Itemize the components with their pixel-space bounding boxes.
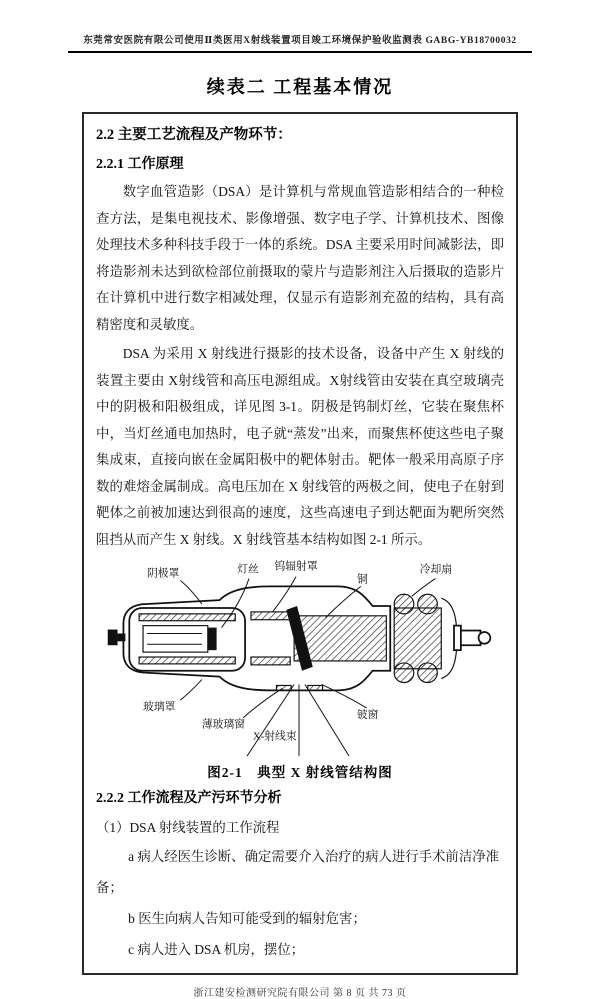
cathode-sleeve-bottom-shape (139, 657, 235, 664)
xray-beam-line (247, 684, 294, 756)
label-tungsten-shield: 钨辐射罩 (274, 560, 318, 573)
label-xray-beam: X-射线束 (252, 730, 297, 743)
xray-tube-figure (96, 555, 504, 781)
cathode-pins-shape (108, 630, 118, 646)
label-glass-cover: 玻璃罩 (143, 700, 176, 713)
window-edge-shape (276, 685, 291, 690)
tungsten-shield-bottom-shape (251, 657, 290, 665)
paragraph-dsa-principle: 数字血管造影（DSA）是计算机与常规血管造影相结合的一种检查方法，是集电视技术、影像增强、数字电子学、计算机技术、图像处理技术多种科技手段于一体的系统。DSA 主要采用时间减影法，即将造影剂未达到欲检部位前摄取的蒙片与造影剂注入后摄取的造影片在计算机中进行数字相减处理，仅显示有造影剂充盈的结构，具有高精密度和灵敏度。 (96, 184, 504, 332)
label-thin-glass-window: 薄玻璃窗 (201, 718, 246, 731)
leader-thin-glass-window (243, 688, 282, 717)
cathode-pin-shape (118, 633, 126, 641)
section-2-2-heading: 2.2 主要工艺流程及产物环节： (96, 127, 292, 143)
cathode-sleeve-top-shape (139, 614, 235, 621)
content-box (82, 112, 518, 975)
xray-tube-diagram (100, 555, 500, 761)
flow-step-b: b 医生向病人告知可能受到的辐射危害； (128, 911, 366, 926)
label-beryllium-window: 铍窗 (356, 708, 379, 721)
section-2-2-2-heading: 2.2.2 工作流程及产污环节分析 (96, 791, 282, 806)
flow-title: （1）DSA 射线装置的工作流程 (96, 820, 280, 835)
page-title: 续表二 工程基本情况 (206, 77, 394, 97)
anode-stem-block-shape (394, 608, 441, 669)
shaft-tip-shape (479, 632, 491, 644)
label-cooling-fins: 冷却扇 (419, 563, 453, 576)
document-header-line: 东莞常安医院有限公司使用Ⅱ类医用X射线装置项目竣工环境保护验收监测表 GABG-YB18700032 (83, 36, 517, 46)
figure-caption: 图2-1 典型 X 射线管结构图 (207, 765, 393, 780)
document-footer-line: 浙江建安检测研究院有限公司 第 8 页 共 73 页 (193, 988, 407, 999)
label-cathode-cap: 阴极罩 (146, 567, 180, 580)
flow-step-a: a 病人经医生诊断、确定需要介入治疗的病人进行手术前洁净准备； (96, 849, 499, 895)
header-divider (68, 51, 532, 53)
leader-glass-cover (180, 680, 202, 701)
paragraph-xray-tube: DSA 为采用 X 射线进行摄影的技术设备，设备中产生 X 射线的装置主要由 X射线管和高压电源组成。X射线管由安装在真空玻璃壳中的阴极和阳极组成，详见图 3-1。阴极是钨制灯丝，它装在聚焦杯中，当灯丝通电加热时，电子就“蒸发”出来，而聚焦杯使这些电子聚集成束，直接向嵌在金属阳极中的靶体射击。靶体一般采用高原子序数的难熔金属制成。高电压加在 X 射线管的两极之间，使电子在射到靶体之前被加速达到很高的速度，这些高速电子到达靶面为靶所突然阻挡从而产生 X 射线。X 射线管基本结构如图 2-1 所示。 (96, 346, 504, 547)
shaft-collar-shape (454, 626, 461, 651)
filament-shape (208, 628, 217, 651)
flow-step-c: c 病人进入 DSA 机房，摆位； (128, 942, 305, 957)
label-filament: 灯丝 (237, 563, 259, 576)
label-copper: 铜 (356, 573, 368, 586)
leader-cathode-cap (180, 581, 202, 605)
tungsten-shield-top-shape (251, 612, 290, 620)
window-edge-shape (308, 685, 323, 690)
section-2-2-1-heading: 2.2.1 工作原理 (96, 157, 184, 172)
xray-beam-line (305, 684, 349, 756)
leader-cooling-fins (412, 579, 436, 597)
